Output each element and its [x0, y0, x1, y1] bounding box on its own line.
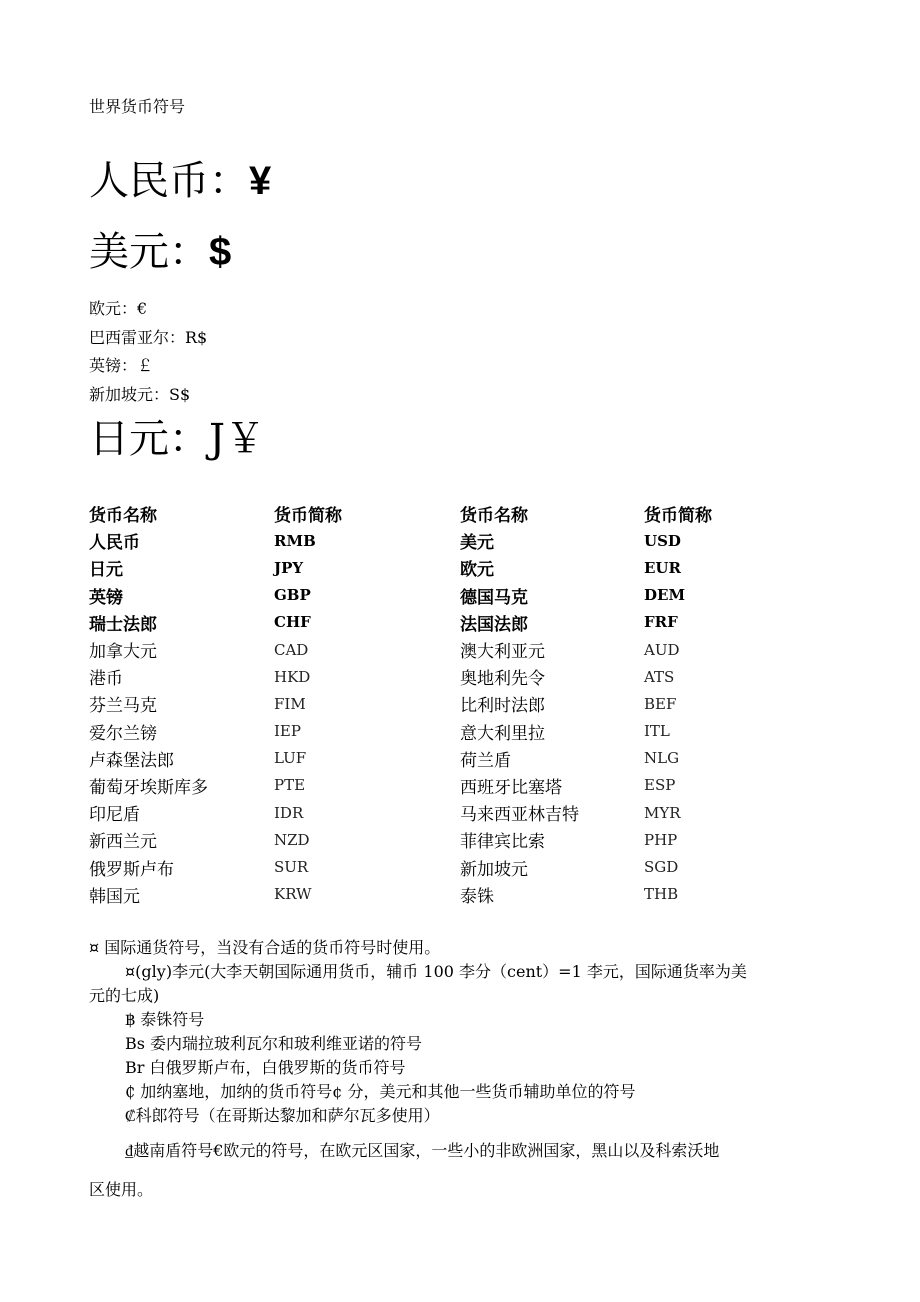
table-row	[89, 609, 764, 636]
currency-name-cell: 菲律宾比索	[460, 832, 545, 853]
header-cell: 货币名称	[460, 506, 528, 527]
rmb-line	[89, 157, 271, 205]
currency-name-cell: 韩国元	[89, 886, 140, 907]
jpy-symbol: J￥	[209, 416, 266, 462]
currency-name-cell: 瑞士法郎	[89, 614, 157, 635]
currency-code-cell: THB	[644, 885, 679, 904]
brl-line: 巴西雷亚尔：R$	[89, 328, 208, 347]
currency-code-cell: IEP	[274, 722, 301, 741]
currency-name-cell: 英镑	[89, 587, 123, 608]
usd-symbol: $	[209, 230, 232, 274]
currency-name-cell: 比利时法郎	[460, 696, 545, 717]
table-row	[89, 826, 764, 853]
currency-name-cell: 葡萄牙埃斯库多	[89, 777, 208, 798]
currency-code-cell: EUR	[644, 558, 681, 577]
currency-name-cell: 人民币	[89, 533, 140, 554]
jpy-line	[89, 415, 265, 463]
table-row	[89, 663, 764, 690]
currency-code-cell: BEF	[644, 694, 677, 713]
currency-name-cell: 欧元	[460, 560, 494, 581]
currency-code-cell: ATS	[644, 667, 675, 686]
currency-code-cell: MYR	[644, 803, 681, 822]
table-header-row	[89, 500, 764, 527]
currency-name-cell: 港币	[89, 669, 123, 690]
currency-code-cell: ITL	[644, 722, 670, 741]
currency-name-cell: 意大利里拉	[460, 723, 545, 744]
currency-code-cell: SUR	[274, 858, 309, 877]
currency-code-cell: SGD	[644, 858, 679, 877]
currency-name-cell: 新加坡元	[460, 859, 528, 880]
currency-code-cell: AUD	[644, 640, 680, 659]
currency-table-body	[89, 500, 764, 908]
table-row	[89, 718, 764, 745]
table-row	[89, 799, 764, 826]
currency-name-cell: 澳大利亚元	[460, 642, 545, 663]
currency-code-cell: NLG	[644, 749, 680, 768]
currency-name-cell: 马来西亚林吉特	[460, 805, 579, 826]
currency-name-cell: 印尼盾	[89, 805, 140, 826]
currency-name-cell: 芬兰马克	[89, 696, 157, 717]
currency-code-cell: ESP	[644, 776, 676, 795]
note-bolivar: Bs 委内瑞拉玻利瓦尔和玻利维亚诺的符号	[125, 1034, 423, 1053]
table-row	[89, 881, 764, 908]
table-row	[89, 636, 764, 663]
currency-code-cell: JPY	[274, 558, 304, 577]
currency-code-cell: DEM	[644, 586, 686, 605]
header-cell: 货币简称	[274, 506, 342, 527]
currency-code-cell: RMB	[274, 531, 316, 550]
header-cell: 货币名称	[89, 506, 157, 527]
currency-code-cell: HKD	[274, 667, 311, 686]
currency-name-cell: 奥地利先令	[460, 669, 545, 690]
currency-code-cell: CAD	[274, 640, 309, 659]
table-row	[89, 554, 764, 581]
currency-code-cell: PHP	[644, 830, 678, 849]
note-intl-symbol: ¤ 国际通货符号，当没有合适的货币符号时使用。	[89, 938, 441, 957]
currency-name-cell: 泰铢	[460, 886, 494, 907]
currency-code-cell: CHF	[274, 613, 311, 632]
currency-code-cell: FIM	[274, 694, 306, 713]
note-cedi: ₵ 加纳塞地，加纳的货币符号¢ 分，美元和其他一些货币辅助单位的符号	[125, 1082, 636, 1101]
doc-title: 世界货币符号	[89, 97, 186, 116]
currency-code-cell: USD	[644, 531, 681, 550]
table-row	[89, 527, 764, 554]
table-row	[89, 745, 764, 772]
table-row	[89, 853, 764, 880]
note-li-yuan-1: ¤(gly)李元(大李天朝国际通用货币，辅币 100 李分（cent）=1 李元，国际通货率为美	[125, 962, 747, 981]
note-dong-euro-1: ₫越南盾符号€欧元的符号，在欧元区国家，一些小的非欧洲国家，黑山以及科索沃地	[125, 1141, 720, 1160]
currency-name-cell: 美元	[460, 533, 494, 554]
currency-name-cell: 新西兰元	[89, 832, 157, 853]
note-belarus-ruble: Br 白俄罗斯卢布，白俄罗斯的货币符号	[125, 1058, 406, 1077]
sgd-line: 新加坡元：S$	[89, 385, 191, 404]
currency-name-cell: 爱尔兰镑	[89, 723, 157, 744]
note-li-yuan-2: 元的七成)	[89, 986, 160, 1005]
table-row	[89, 582, 764, 609]
note-colon: ₡科郎符号（在哥斯达黎加和萨尔瓦多使用）	[125, 1106, 440, 1125]
currency-name-cell: 卢森堡法郎	[89, 750, 174, 771]
rmb-label: 人民币：	[89, 158, 249, 204]
currency-code-cell: FRF	[644, 613, 678, 632]
header-cell: 货币简称	[644, 506, 712, 527]
note-baht: ฿ 泰铢符号	[125, 1010, 205, 1029]
table-row	[89, 690, 764, 717]
currency-code-cell: NZD	[274, 830, 310, 849]
table-row	[89, 772, 764, 799]
currency-name-cell: 西班牙比塞塔	[460, 777, 562, 798]
note-dong-euro-2: 区使用。	[89, 1180, 154, 1199]
currency-code-cell: LUF	[274, 749, 307, 768]
currency-name-cell: 俄罗斯卢布	[89, 859, 174, 880]
eur-line: 欧元：€	[89, 299, 148, 318]
currency-name-cell: 加拿大元	[89, 642, 157, 663]
usd-label: 美元：	[89, 229, 209, 275]
currency-table	[89, 500, 764, 908]
currency-code-cell: KRW	[274, 885, 312, 904]
jpy-label: 日元：	[89, 416, 209, 462]
currency-code-cell: IDR	[274, 803, 304, 822]
usd-line	[89, 228, 231, 276]
currency-name-cell: 德国马克	[460, 587, 528, 608]
currency-code-cell: PTE	[274, 776, 306, 795]
rmb-symbol: ¥	[249, 159, 272, 203]
gbp-line: 英镑：￡	[89, 356, 154, 375]
currency-name-cell: 日元	[89, 560, 123, 581]
currency-name-cell: 法国法郎	[460, 614, 528, 635]
currency-name-cell: 荷兰盾	[460, 750, 511, 771]
currency-code-cell: GBP	[274, 586, 311, 605]
